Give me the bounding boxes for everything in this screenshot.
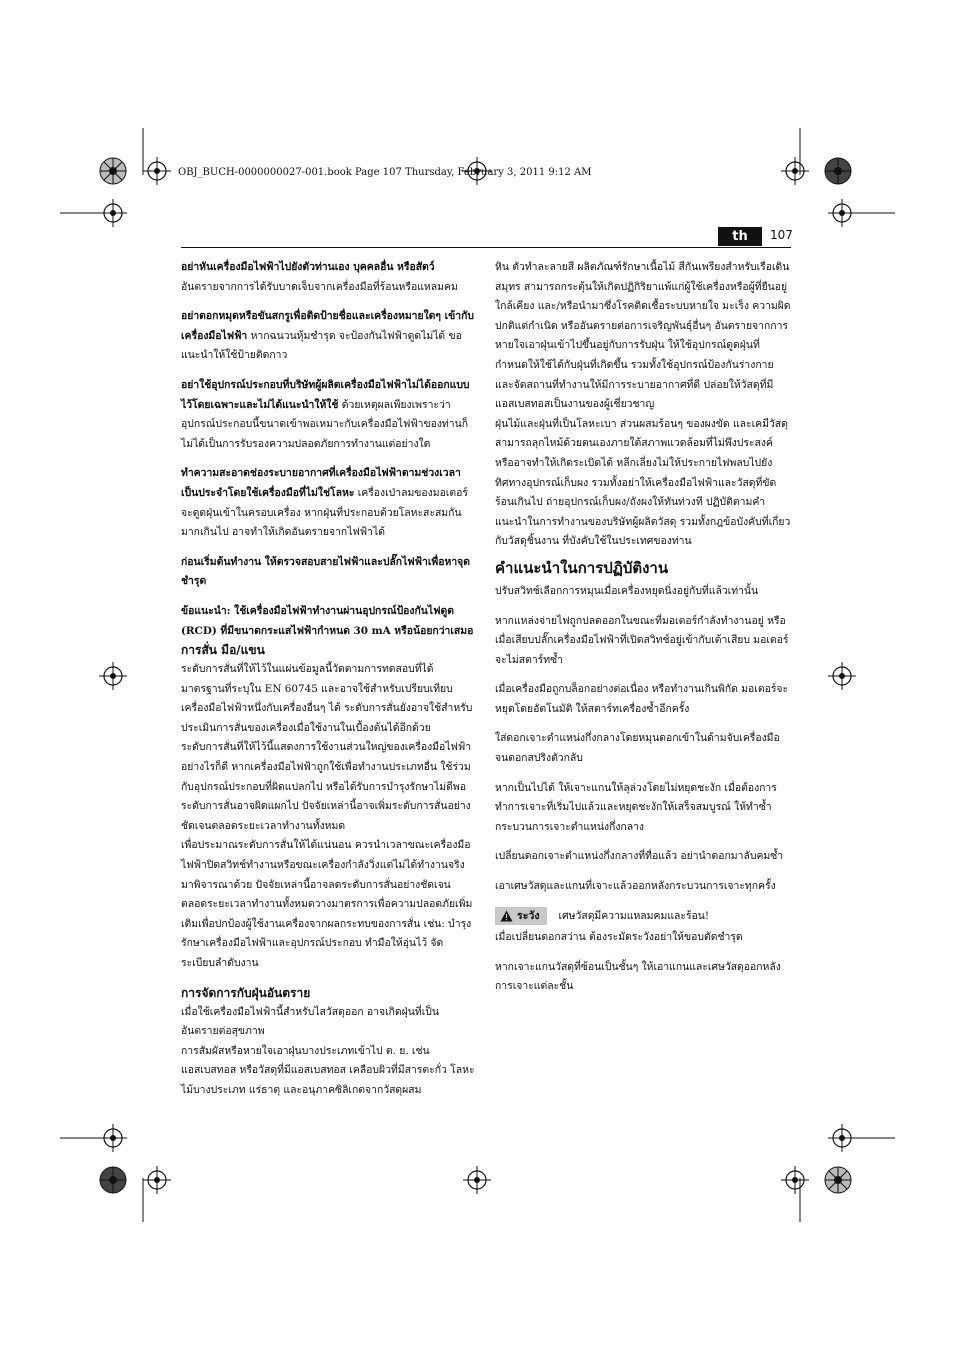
paragraph-text: เพื่อประมาณระดับการสั่นให้ได้แน่นอน ควรนำเวลาขณะเครื่องมือไฟฟ้าปิดสวิทช์ทำงานหรือขณะเครื่องกำลังวิ่งแต่ไม่ได้ทำงานจริงมาพิจารณาด้วย ปัจจัยเหล่านี้อาจลดระดับการสั่นอย่างชัดเจนตลอดระยะเวลาทำงานทั้งหมดวางมาตรการเพื่อความปลอดภัยเพิ่มเติมเพื่อปกป้องผู้ใช้งานเครื่องจากผลกระทบของการสั่น เช่น: บำรุงรักษาเครื่องมือไฟฟ้าและอุปกรณ์ประกอบ ทำมือให้อุ่นไว้ จัดระเบียบลำดับงาน (181, 839, 473, 969)
paragraph-text: การสัมผัสหรือหายใจเอาฝุ่นบางประเภทเข้าไป ต. ย. เช่น แอสเบสทอส หรือวัสดุที่มีแอสเบสทอส เคลือบผิวที่มีสารตะกั่ว โลหะ ไม้บางประเภท แร่ธาตุ และอนุภาคซิลิเกตจากวัสดุผสม (181, 1044, 475, 1096)
paragraph (181, 258, 476, 278)
bold-instruction: ทำความสะอาดช่องระบายอากาศที่เครื่องมือไฟฟ้าตามช่วงเวลาเป็นประจำโดยใช้เครื่องมือที่ไม่ใช่โลหะ (181, 467, 461, 499)
crosshair-icon (143, 157, 171, 185)
crosshair-icon (463, 1166, 491, 1194)
paragraph-text: หากแหล่งจ่ายไฟถูกปลดออกในขณะที่มอเตอร์กำลังทำงานอยู่ หรือเมื่อเสียบปลั๊กเครื่องมือไฟฟ้าที่เปิดสวิทช์อยู่เข้ากับเต้าเสียบ มอเตอร์จะไม่สตาร์ทซ้ำ (495, 614, 789, 666)
crosshair-icon (828, 199, 856, 227)
paragraph-text: เมื่อเปลี่ยนดอกสว่าน ต้องระมัดระวังอย่าให้ขอบตัดชำรุด (495, 931, 743, 944)
bold-instruction: ข้อแนะนำ: ใช้เครื่องมือไฟฟ้าทำงานผ่านอุปกรณ์ป้องกันไฟดูด (RCD) ที่มีขนาดกระแสไฟฟ้ากำหนด 30 mA หรือน้อยกว่าเสมอ (181, 604, 474, 637)
section-heading-dust: การจัดการกับฝุ่นอันตราย (181, 985, 311, 1000)
color-wheel-icon (825, 1167, 851, 1193)
page-number: 107 (770, 228, 793, 242)
paragraph-text: ใส่ดอกเจาะตำแหน่งกึ่งกลางโดยหมุนดอกเข้าในด้ามจับเครื่องมือจนดอกสปริงตัวกลับ (495, 732, 780, 765)
crosshair-icon (781, 1166, 809, 1194)
language-badge: th (718, 227, 762, 246)
crosshair-icon (99, 1124, 127, 1152)
paragraph (181, 307, 476, 366)
paragraph-text: ปรับสวิทช์เลือกการหมุนเมื่อเครื่องหยุดนิ่งอยู่กับที่แล้วเท่านั้น (495, 584, 759, 597)
crosshair-icon (828, 1124, 856, 1152)
bold-instruction: อย่าหันเครื่องมือไฟฟ้าไปยังตัวท่านเอง บุคคลอื่น หรือสัตว์ (181, 261, 435, 273)
crosshair-icon (143, 1166, 171, 1194)
paragraph-text: อันตรายจากการได้รับบาดเจ็บจากเครื่องมือที่ร้อนหรือแหลมคม (181, 280, 458, 293)
bold-instruction: อย่าตอกหมุดหรือขันสกรูเพื่อติดป้ายชื่อและเครื่องหมายใดๆ เข้ากับเครื่องมือไฟฟ้า (181, 310, 474, 342)
paragraph-text: ด้วยเหตุผลเพียงเพราะว่าอุปกรณ์ประกอบนี้ขนาดเข้าพอเหมาะกับเครื่องมือไฟฟ้าของท่านก็ไม่ได้เป็นการรับรองความปลอดภัยการทำงานแต่อย่างใด (181, 398, 469, 450)
bold-instruction: ก่อนเริ่มต้นทำงาน ให้ตรวจสอบสายไฟฟ้าและปลั๊กไฟฟ้าเพื่อหาจุดชำรุด (181, 555, 471, 588)
paragraph-text: เครื่องเป่าลมของมอเตอร์จะดูดฝุ่นเข้าในครอบเครื่อง หากฝุ่นที่ประกอบด้วยโลหะสะสมกันมากเกินไป อาจทำให้เกิดอันตรายจากไฟฟ้าได้ (181, 486, 468, 539)
print-slug-line: OBJ_BUCH-0000000027-001.book Page 107 Thursday, February 3, 2011 9:12 AM (178, 167, 592, 178)
warning-notice (495, 907, 791, 927)
paragraph-text: หากฉนวนหุ้มชำรุด จะป้องกันไฟฟ้าดูดไม่ได้ ขอแนะนำให้ใช้ป้ายติดกาว (181, 329, 462, 362)
paragraph-text: เมื่อใช้เครื่องมือไฟฟ้านี้สำหรับไสวัสดุออก อาจเกิดฝุ่นที่เป็นอันตรายต่อสุขภาพ (181, 1005, 439, 1038)
crosshair-icon (781, 157, 809, 185)
paragraph (181, 464, 476, 542)
paragraph-text: ระดับการสั่นที่ให้ไว้ในแผ่นข้อมูลนี้วัดตามการทดสอบที่ได้มาตรฐานที่ระบุใน EN 60745 และอาจใช้สำหรับเปรียบเทียบเครื่องมือไฟฟ้าหนึ่งกับเครื่องอื่นๆ ได้ ระดับการสั่นยังอาจใช้สำหรับประเมินการสั่นของเครื่องเมื่อใช้งานในเบื้องต้นได้อีกด้วย (181, 663, 473, 734)
color-wheel-icon (100, 1167, 126, 1193)
color-wheel-icon (100, 158, 126, 184)
paragraph-text: หิน ตัวทำละลายสี ผลิตภัณฑ์รักษาเนื้อไม้ สีกันเพรียงสำหรับเรือเดินสมุทร สามารถกระตุ้นให้เกิดปฏิกิริยาแพ้แก่ผู้ใช้เครื่องหรือผู้ที่ยืนอยู่ใกล้เคียง และ/หรือนำมาซึ่งโรคติดเชื้อระบบหายใจ มะเร็ง ความผิดปกติแต่กำเนิด หรืออันตรายต่อการเจริญพันธุ์อื่นๆ อันตรายจากการหายใจเอาฝุ่นเข้าไปขึ้นอยู่กับการรับฝุ่น ให้ใช้อุปกรณ์ดูดฝุ่นที่กำหนดให้ใช้ได้กับฝุ่นที่เกิดขึ้น รวมทั้งใช้อุปกรณ์ป้องกันร่างกาย และจัดสถานที่ทำงานให้มีการระบายอากาศที่ดี ปล่อยให้วัสดุที่มีแอสเบสทอสเป็นงานของผู้เชี่ยวชาญ (495, 261, 791, 411)
crosshair-icon (99, 662, 127, 690)
right-column (495, 258, 791, 1007)
paragraph (181, 376, 476, 454)
warning-text: เศษวัสดุมีความแหลมคมและร้อน! (558, 909, 710, 922)
section-heading-operating-instructions: คำแนะนำในการปฏิบัติงาน (495, 558, 669, 577)
paragraph-text: เอาเศษวัสดุและแกนที่เจาะแล้วออกหลังกระบวนการเจาะทุกครั้ง (495, 880, 776, 893)
paragraph-text: เปลี่ยนดอกเจาะตำแหน่งกึ่งกลางที่ทื่อแล้ว อย่านำดอกมาลับคมซ้ำ (495, 850, 784, 863)
section-heading-vibration: การสั่น มือ/แขน (181, 643, 265, 658)
color-wheel-icon (825, 158, 851, 184)
left-column (181, 258, 476, 1101)
paragraph-text: หากเจาะแกนวัสดุที่ซ้อนเป็นชั้นๆ ให้เอาแกนและเศษวัสดุออกหลังการเจาะแต่ละชั้น (495, 960, 781, 993)
warning-triangle-icon (500, 910, 513, 922)
paragraph-text: เมื่อเครื่องมือถูกบล็อกอย่างต่อเนื่อง หรือทำงานเกินพิกัด มอเตอร์จะหยุดโดยอัตโนมัติ ให้สตาร์ทเครื่องซ้ำอีกครั้ง (495, 683, 789, 715)
bold-instruction: อย่าใช้อุปกรณ์ประกอบที่บริษัทผู้ผลิตเครื่องมือไฟฟ้าไม่ได้ออกแบบไว้โดยเฉพาะและไม่ได้แนะนำให้ใช้ (181, 378, 470, 411)
warning-label: ระวัง (517, 909, 540, 922)
paragraph (181, 602, 476, 641)
paragraph-text: ฝุ่นไม้และฝุ่นที่เป็นโลหะเบา ส่วนผสมร้อนๆ ของผงขัด และเคมีวัสดุ สามารถลุกไหม้ด้วยตนเองภายใต้สภาพแวดล้อมที่ไม่พึงประสงค์ หรืออาจทำให้เกิดระเบิดได้ หลีกเลี่ยงไม่ให้ประกายไฟพลบไปยังทิศทางอุปกรณ์เก็บผง รวมทั้งอย่าให้เครื่องมือไฟฟ้าและวัสดุที่ขัดร้อนเกินไป ถ่ายอุปกรณ์เก็บผง/ถังผงให้ทันท่วงที ปฏิบัติตามคำแนะนำในการทำงานของบริษัทผู้ผลิตวัสดุ รวมทั้งกฎข้อบังคับที่เกี่ยวกับวัสดุชิ้นงาน ที่บังคับใช้ในประเทศของท่าน (495, 417, 791, 548)
paragraph (181, 553, 476, 592)
crosshair-icon (828, 662, 856, 690)
warning-badge (495, 907, 547, 925)
paragraph-text: ระดับการสั่นที่ให้ไว้นี้แสดงการใช้งานส่วนใหญ่ของเครื่องมือไฟฟ้า อย่างไรก็ดี หากเครื่องมือไฟฟ้าถูกใช้เพื่อทำงานประเภทอื่น ใช้ร่วมกับอุปกรณ์ประกอบที่ผิดแปลกไป หรือได้รับการบำรุงรักษาไม่ดีพอ ระดับการสั่นอาจผิดแผกไป ปัจจัยเหล่านี้อาจเพิ่มระดับการสั่นอย่างชัดเจนตลอดระยะเวลาทำงานทั้งหมด (181, 741, 472, 832)
header-rule (181, 247, 791, 248)
crosshair-icon (99, 199, 127, 227)
paragraph-text: หากเป็นไปได้ ให้เจาะแกนให้ลุล่วงโดยไม่หยุดชะงัก เมื่อต้องการทำการเจาะที่เริ่มไปแล้วและหยุดชะงักให้เสร็จสมบูรณ์ ให้ทำซ้ำกระบวนการเจาะตำแหน่งกึ่งกลาง (495, 781, 777, 833)
